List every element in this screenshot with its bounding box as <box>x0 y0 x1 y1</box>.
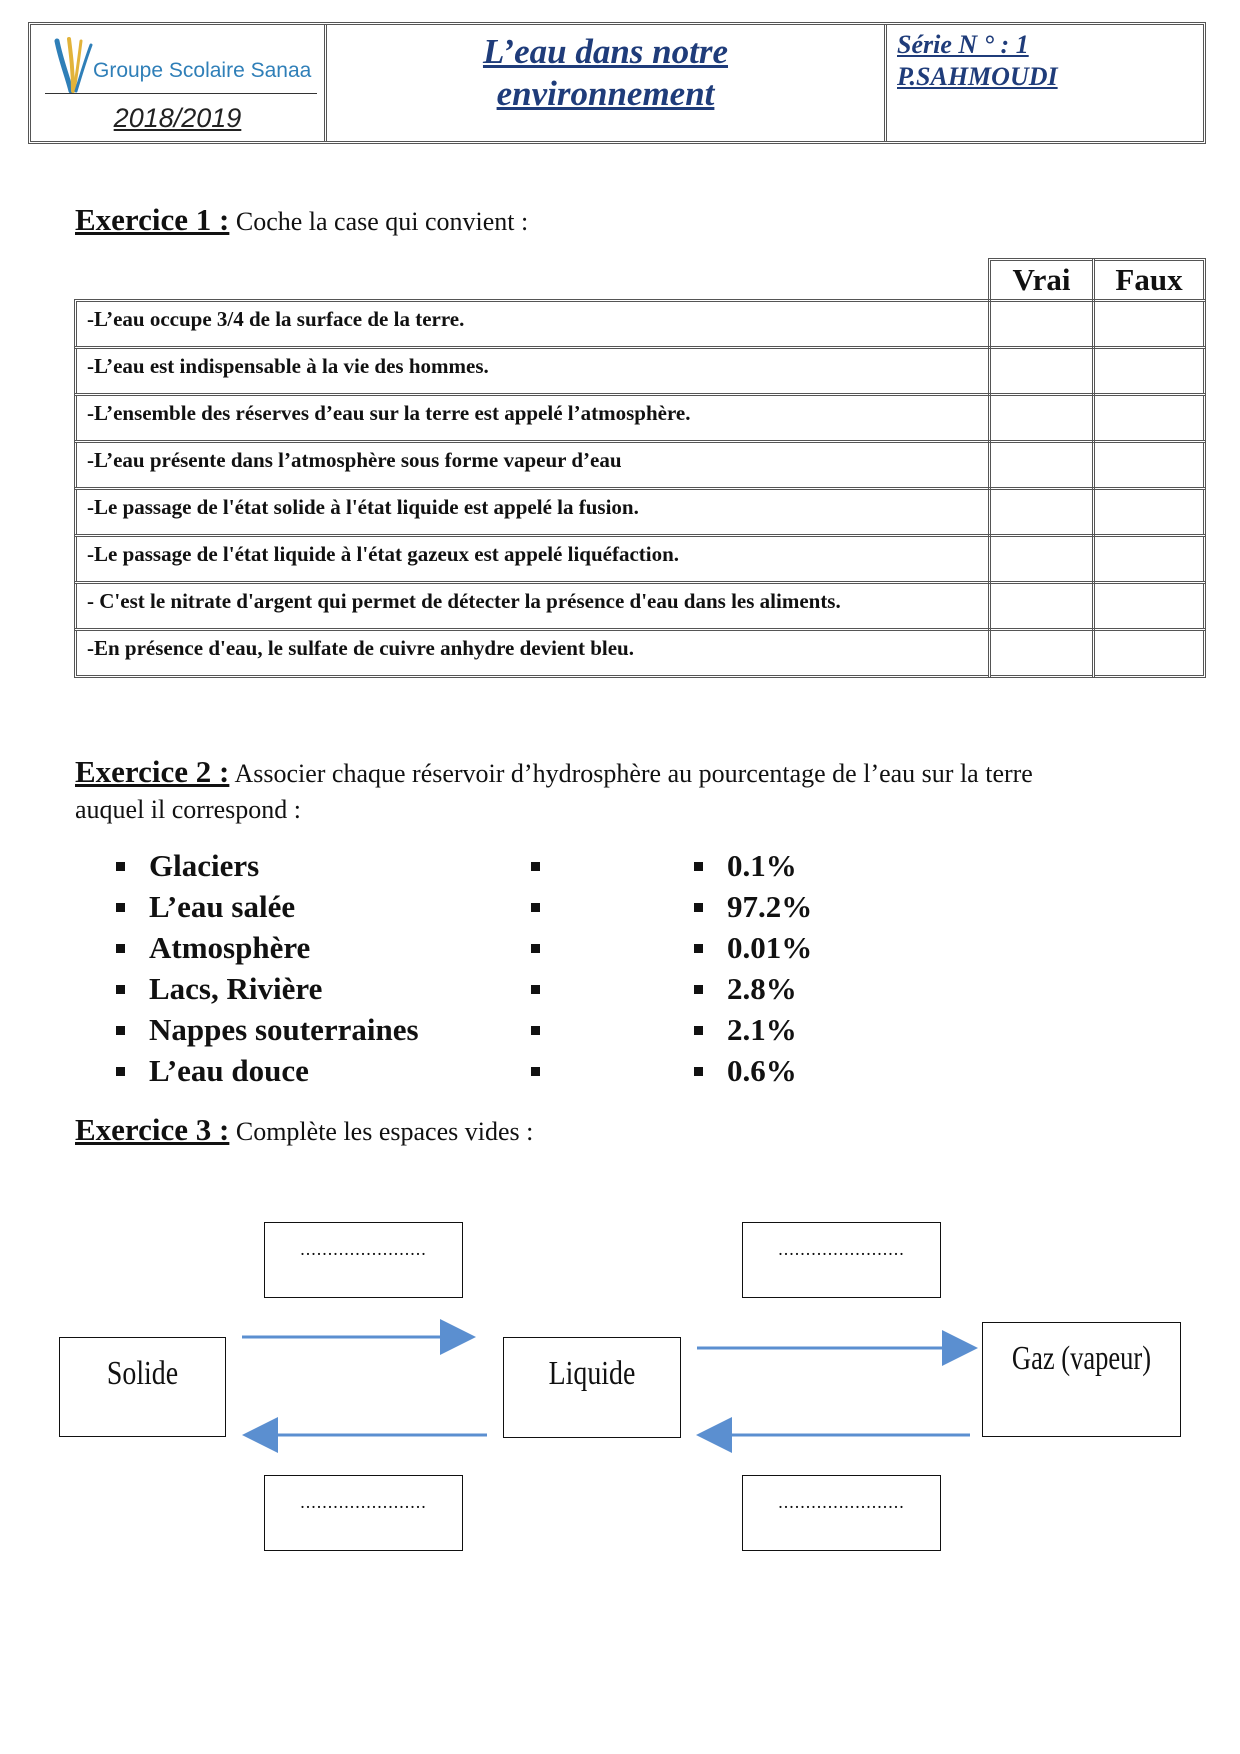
percentage-label: 97.2% <box>727 889 813 924</box>
state-label: Liquide <box>548 1355 636 1392</box>
blank-placeholder: ....................... <box>300 1492 427 1512</box>
serie-number: Série N ° : 1 <box>897 30 1029 59</box>
exercise3-label: Exercice 3 : <box>75 1112 230 1147</box>
blank-placeholder: ....................... <box>778 1239 905 1259</box>
column-header-faux: Faux <box>1092 258 1206 302</box>
state-label: Gaz (vapeur) <box>1011 1340 1152 1377</box>
state-label: Solide <box>106 1355 179 1392</box>
reservoir-label: Atmosphère <box>149 930 311 965</box>
exercise2-instruction-line2: auquel il correspond : <box>75 795 301 824</box>
exercise3-instruction: Complète les espaces vides : <box>235 1117 534 1146</box>
statement-text: -L’eau présente dans l’atmosphère sous forme vapeur d’eau <box>74 440 991 490</box>
school-name: Groupe Scolaire Sanaa <box>93 59 312 82</box>
exercise2-label: Exercice 2 : <box>75 754 230 789</box>
statement-text: -En présence d'eau, le sulfate de cuivre anhydre devient bleu. <box>74 628 991 678</box>
blank-answer-box[interactable] <box>264 1222 463 1298</box>
blank-placeholder: ....................... <box>300 1239 427 1259</box>
statement-text: -L’eau est indispensable à la vie des hommes. <box>74 346 991 396</box>
statement-text: -L’eau occupe 3/4 de la surface de la terre. <box>74 299 991 349</box>
statement-text: - C'est le nitrate d'argent qui permet de détecter la présence d'eau dans les aliments. <box>74 581 991 631</box>
percentage-label: 0.01% <box>727 930 813 965</box>
exercise2-instruction-line1: Associer chaque réservoir d’hydrosphère au pourcentage de l’eau sur la terre <box>234 759 1033 788</box>
state-box-gas <box>982 1322 1181 1437</box>
reservoir-label: L’eau douce <box>149 1053 309 1088</box>
exercise1-instruction: Coche la case qui convient : <box>235 207 529 236</box>
column-header-vrai: Vrai <box>988 258 1095 302</box>
state-box-liquid <box>503 1337 681 1438</box>
statement-text: -L’ensemble des réserves d’eau sur la terre est appelé l’atmosphère. <box>74 393 991 443</box>
title-line-2: environnement <box>496 74 715 113</box>
blank-answer-box[interactable] <box>264 1475 463 1551</box>
reservoir-label: L’eau salée <box>149 889 296 924</box>
teacher-name: P.SAHMOUDI <box>897 62 1058 91</box>
reservoir-label: Glaciers <box>149 848 260 883</box>
blank-answer-box[interactable] <box>742 1475 941 1551</box>
exercise1-label: Exercice 1 : <box>75 202 230 237</box>
percentage-label: 0.6% <box>727 1053 797 1088</box>
percentage-label: 2.8% <box>727 971 797 1006</box>
reservoir-label: Nappes souterraines <box>149 1012 419 1047</box>
school-year: 2018/2019 <box>113 103 242 133</box>
blank-placeholder: ....................... <box>778 1492 905 1512</box>
reservoir-label: Lacs, Rivière <box>149 971 323 1006</box>
title-line-1: L’eau dans notre <box>482 32 729 71</box>
statement-text: -Le passage de l'état liquide à l'état gazeux est appelé liquéfaction. <box>74 534 991 584</box>
blank-answer-box[interactable] <box>742 1222 941 1298</box>
percentage-label: 2.1% <box>727 1012 797 1047</box>
statement-text: -Le passage de l'état solide à l'état liquide est appelé la fusion. <box>74 487 991 537</box>
percentage-label: 0.1% <box>727 848 797 883</box>
state-box-solid <box>59 1337 226 1437</box>
